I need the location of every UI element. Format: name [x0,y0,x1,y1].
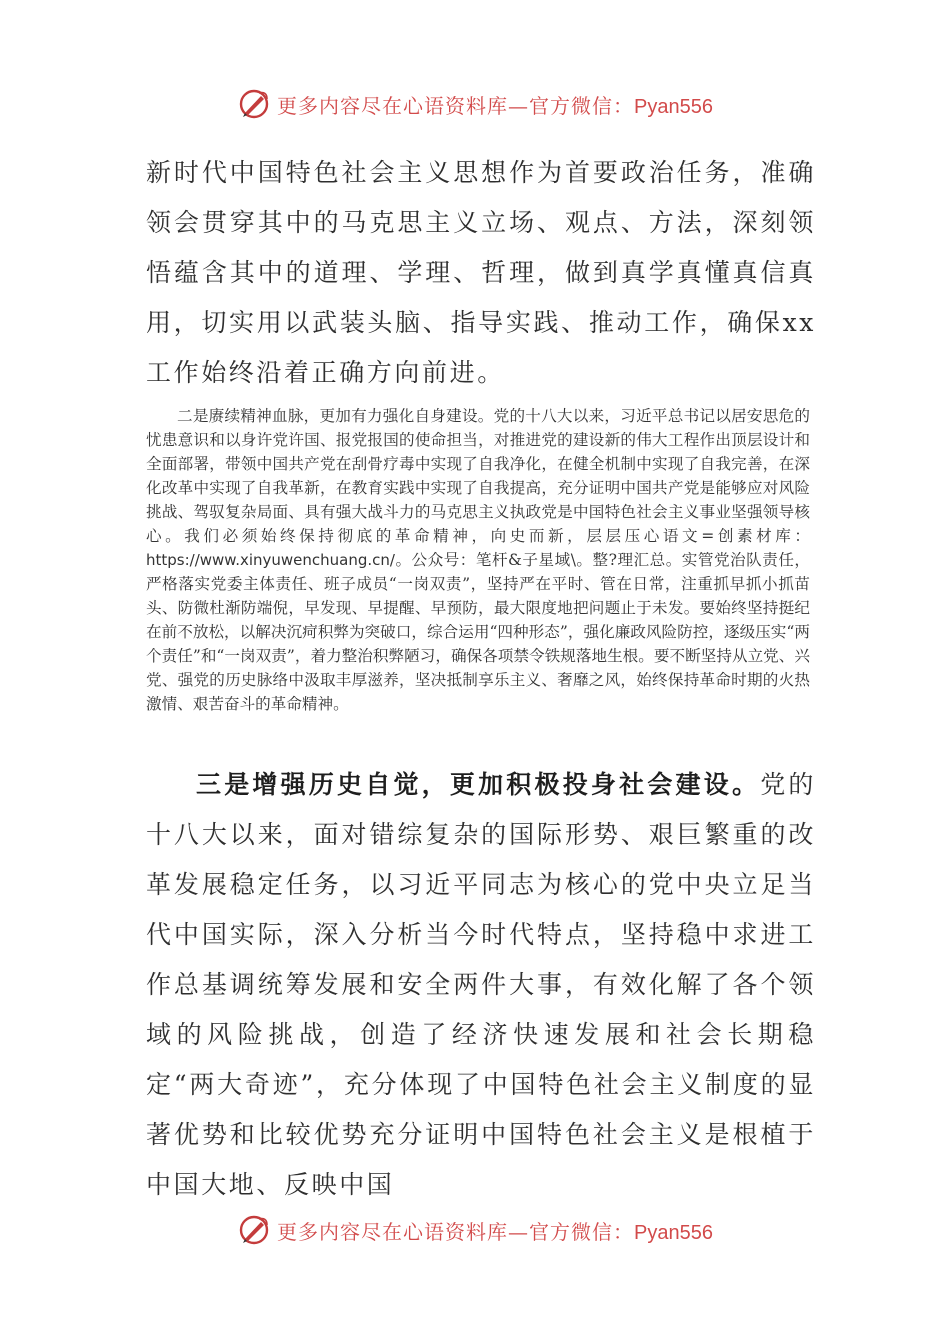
paragraph-3 [146,760,816,1210]
banner-text: 更多内容尽在心语资料库—官方微信：Pyan556 [277,1219,713,1244]
wechat-id: Pyan556 [634,1221,713,1244]
wechat-id: Pyan556 [634,95,713,118]
paragraph-3-heading: 三是增强历史自觉，更加积极投身社会建设。 [196,770,761,799]
header-banner [0,86,950,122]
paragraph-2-part-a: 二是赓续精神血脉，更加有力强化自身建设。党的十八大以来，习近平总书记以居安思危的忧患意识和以身许党许国、报党报国的使命担当，对推进党的建设新的伟大工程作出顶层设计和全面部署，带领中国共产党在刮骨疗毒中实现了自我净化，在健全机制中实现了自我完善，在深化改革中实现了自我革新，在教育实践中实现了自我提高，充分证明中国共产党是能够应对风险挑战、驾驭复杂局面、具有强大战斗力的马克思主义执政党是中国特色社会主义事业坚强领导核心。我们必须始终保持彻底的革命精神，向史而新，层层压心语文=创素材库： [146,407,810,545]
pen-logo-icon [237,1213,271,1247]
paragraph-3-body: 党的十八大以来，面对错综复杂的国际形势、艰巨繁重的改革发展稳定任务，以习近平同志为核心的党中央立足当代中国实际，深入分析当今时代特点，坚持稳中求进工作总基调统筹发展和安全两件大事，有效化解了各个领域的风险挑战，创造了经济快速发展和社会长期稳定“两大奇迹”，充分体现了中国特色社会主义制度的显著优势和比较优势充分证明中国特色社会主义是根植于中国大地、反映中国 [146,770,816,1199]
paragraph-2-part-b: 。公众号：笔杆&子星域\。整?理汇总。实管党治队责任，严格落实党委主体责任、班子成员“一岗双责”，坚持严在平时、管在日常，注重抓早抓小抓苗头、防微杜渐防端倪，早发现、早提醒、早预防，最大限度地把问题止于未发。要始终坚持挺纪在前不放松，以解决沉疴积弊为突破口，综合运用“四种形态”，强化廉政风险防控，逐级压实“两个责任”和“一岗双责”，着力整治积弊陋习，确保各项禁令铁规落地生根。要不断坚持从立党、兴党、强党的历史脉络中汲取丰厚滋养，坚决抵制享乐主义、奢靡之风，始终保持革命时期的火热激情、艰苦奋斗的革命精神。 [146,551,810,713]
footer-banner [0,1212,950,1248]
paragraph-2 [146,404,810,716]
paragraph-1: 新时代中国特色社会主义思想作为首要政治任务，准确领会贯穿其中的马克思主义立场、观点、方法，深刻领悟蕴含其中的道理、学理、哲理，做到真学真懂真信真用，切实用以武装头脑、指导实践、推动工作，确保xx工作始终沿着正确方向前进。 [146,158,816,387]
source-url: https://www.xinyuwenchuang.cn/ [146,551,395,569]
banner-text: 更多内容尽在心语资料库—官方微信：Pyan556 [277,93,713,118]
pen-logo-icon [237,87,271,121]
